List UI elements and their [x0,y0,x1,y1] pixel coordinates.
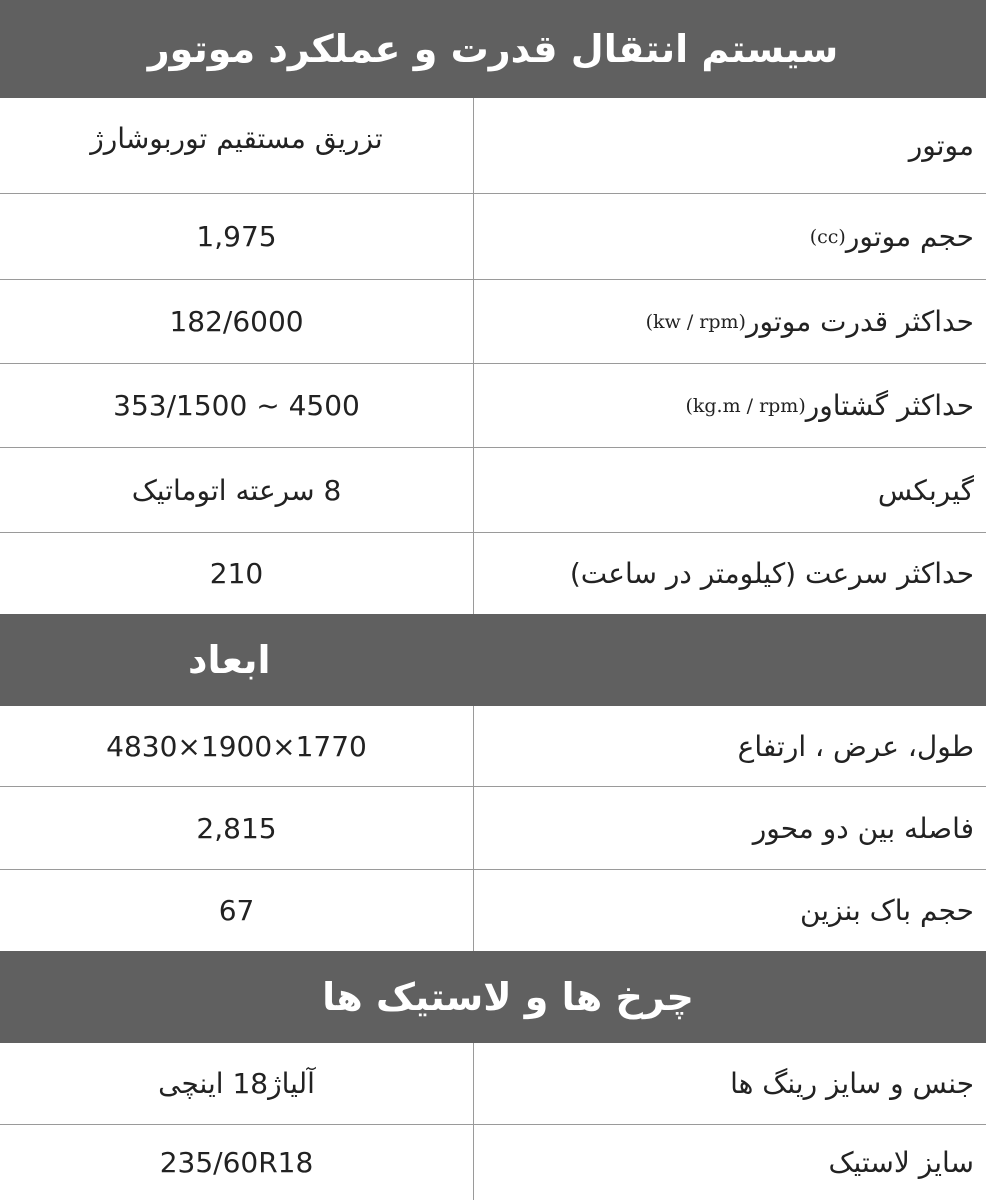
section-title: چرخ ها و لاستیک ها [322,975,694,1019]
table-row [0,1043,986,1125]
row-value: 2,815 [196,811,277,845]
section-header-wheels [0,951,986,1043]
row-value: 353/1500 ~ 4500 [113,389,360,422]
row-label: موتور [473,98,986,193]
unit-label: (kg.m / rpm) [685,394,806,417]
row-label: سایز لاستیک [473,1125,986,1200]
table-row [0,98,986,194]
table-row [0,1125,986,1200]
section-header-dimensions [0,614,986,706]
row-value: تزریق مستقیم توربوشارژ [90,122,383,155]
table-row [0,194,986,280]
unit-label: (kw / rpm) [645,310,746,333]
row-label: جنس و سایز رینگ ها [473,1043,986,1124]
row-value: آلیاژ18 اینچی [158,1067,315,1100]
section-header-powertrain [0,0,986,98]
row-value: 67 [218,894,255,927]
row-label: حجم موتور (cc) [473,194,986,279]
unit-label: (cc) [809,225,846,248]
row-label: حداکثر سرعت (کیلومتر در ساعت) [473,533,986,614]
table-row [0,448,986,533]
section-title: ابعاد [188,638,271,682]
row-label: فاصله بین دو محور [473,787,986,869]
row-value: 4830×1900×1770 [106,729,367,763]
row-value: 210 [209,557,264,590]
table-row [0,280,986,364]
table-row [0,706,986,787]
row-label: حداکثر گشتاور (kg.m / rpm) [473,364,986,447]
row-label: حداکثر قدرت موتور (kw / rpm) [473,280,986,363]
row-label: حجم باک بنزین [473,870,986,951]
section-title: سیستم انتقال قدرت و عملکرد موتور [147,27,839,71]
row-value: 1,975 [196,220,277,253]
row-value: 235/60R18 [159,1146,314,1179]
row-label: طول، عرض ، ارتفاع [473,706,986,786]
table-row [0,364,986,448]
row-value: 182/6000 [169,305,304,338]
row-label: گیربکس [473,448,986,532]
table-row [0,787,986,870]
table-row [0,870,986,951]
row-value: 8 سرعته اتوماتیک [131,473,342,507]
table-row [0,533,986,614]
